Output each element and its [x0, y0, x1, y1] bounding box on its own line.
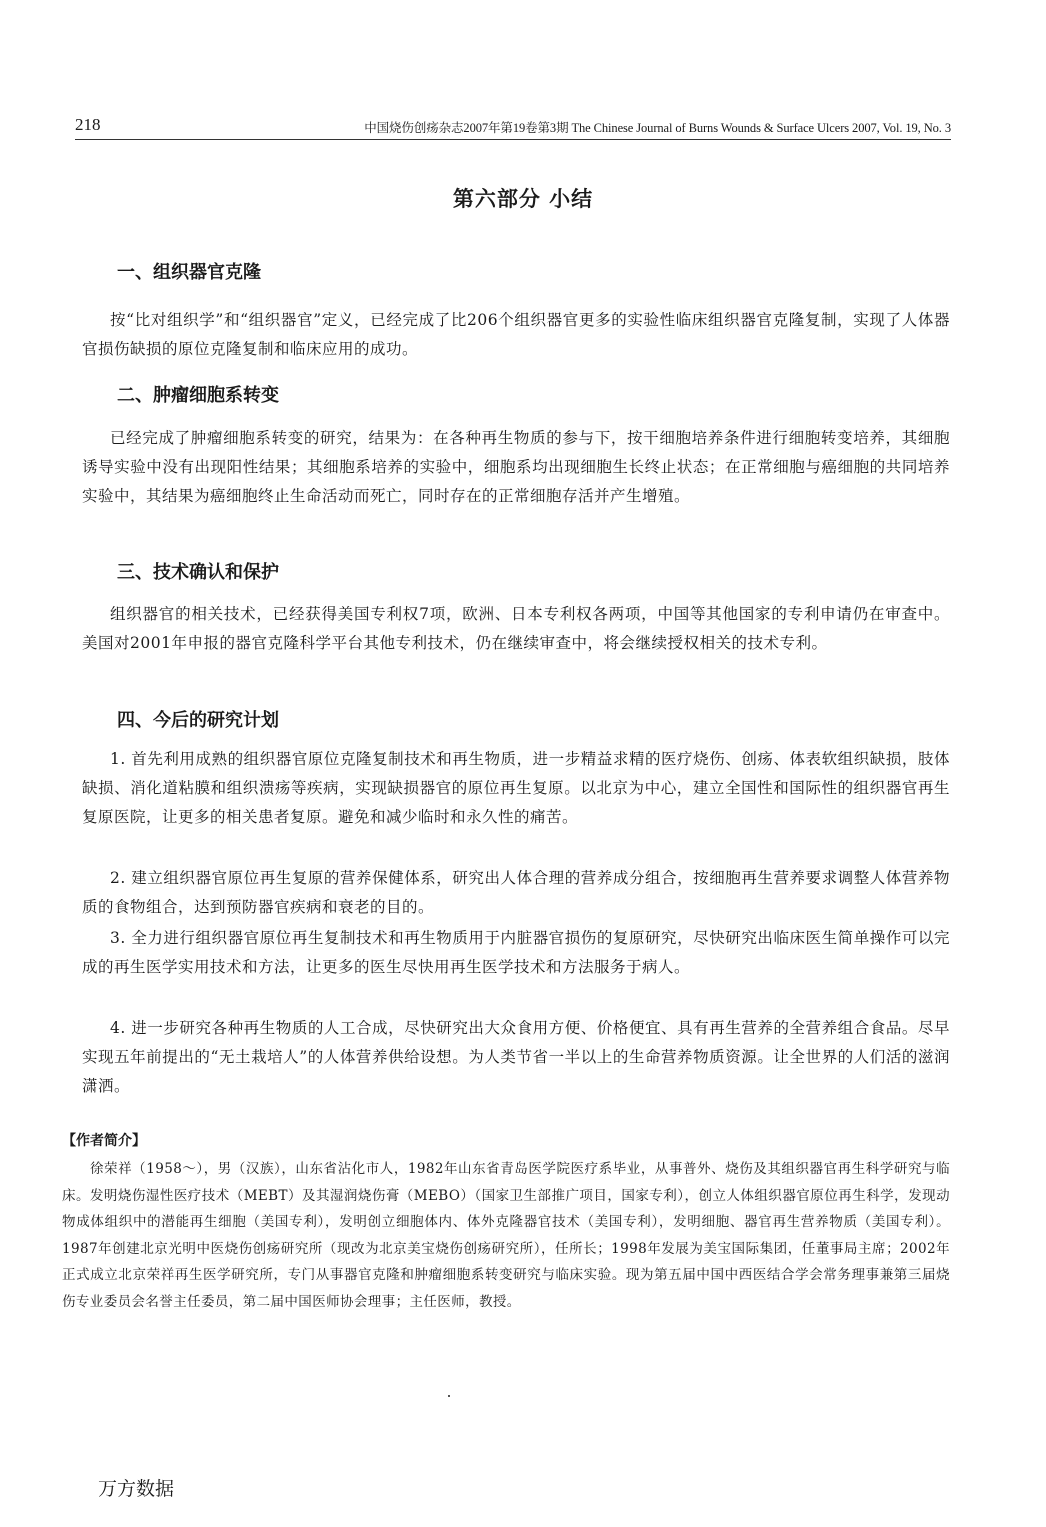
author-bio-heading: 【作者简介】: [62, 1133, 146, 1149]
plan-item-3: 3. 全力进行组织器官原位再生复制技术和再生物质用于内脏器官损伤的复原研究，尽快研究出临床医生简单操作可以完成的再生医学实用技术和方法，让更多的医生尽快用再生医学技术和方法服务于病人。: [82, 929, 950, 976]
section-heading-future-plan: 四、今后的研究计划: [117, 710, 279, 731]
section-heading-technology-protection: 三、技术确认和保护: [117, 562, 279, 583]
section-heading-tumor-cells: 二、肿瘤细胞系转变: [117, 385, 279, 406]
section-heading-organ-cloning: 一、组织器官克隆: [117, 262, 261, 283]
plan-item-4: 4. 进一步研究各种再生物质的人工合成，尽快研究出大众食用方便、价格便宜、具有再生营养的全营养组合食品。尽早实现五年前提出的“无土栽培人”的人体营养供给设想。为人类节省一半以上的生命营养物质资源。让全世界的人们活的滋润潇洒。: [82, 1019, 950, 1095]
scan-dot: [448, 1395, 450, 1397]
author-bio-text: 徐荣祥（1958～），男（汉族），山东省沾化市人，1982年山东省青岛医学院医疗系毕业，从事普外、烧伤及其组织器官再生科学研究与临床。发明烧伤湿性医疗技术（MEBT）及其湿润烧伤膏（MEBO）（国家卫生部推广项目，国家专利），创立人体组织器官原位再生科学，发现动物成体组织中的潜能再生细胞（美国专利），发明创立细胞体内、体外克隆器官技术（美国专利），发明细胞、器官再生营养物质（美国专利）。1987年创建北京光明中医烧伤创疡研究所（现改为北京美宝烧伤创疡研究所），任所长；1998年发展为美宝国际集团，任董事局主席；2002年正式成立北京荣祥再生医学研究所，专门从事器官克隆和肿瘤细胞系转变研究与临床实验。现为第五届中国中西医结合学会常务理事兼第三届烧伤专业委员会名誉主任委员，第二届中国医师协会理事；主任医师，教授。: [62, 1161, 950, 1310]
journal-citation: 中国烧伤创疡杂志2007年第19卷第3期 The Chinese Journal of Burns Wounds & Surface Ulcers 2007, Vol. 19, No. 3: [364, 121, 951, 135]
section-paragraph: 已经完成了肿瘤细胞系转变的研究，结果为：在各种再生物质的参与下，按干细胞培养条件进行细胞转变培养，其细胞诱导实验中没有出现阳性结果；其细胞系培养的实验中，细胞系均出现细胞生长终止状态；在正常细胞与癌细胞的共同培养实验中，其结果为癌细胞终止生命活动而死亡，同时存在的正常细胞存活并产生增殖。: [82, 429, 950, 505]
plan-item-2: 2. 建立组织器官原位再生复原的营养保健体系，研究出人体合理的营养成分组合，按细胞再生营养要求调整人体营养物质的食物组合，达到预防器官疾病和衰老的目的。: [82, 869, 950, 916]
part-title: 第六部分 小结: [452, 187, 594, 211]
section-paragraph: 按“比对组织学”和“组织器官”定义，已经完成了比206个组织器官更多的实验性临床组织器官克隆复制，实现了人体器官损伤缺损的原位克隆复制和临床应用的成功。: [82, 311, 950, 358]
page-number: 218: [75, 115, 101, 134]
section-paragraph: 组织器官的相关技术，已经获得美国专利权7项，欧洲、日本专利权各两项，中国等其他国家的专利申请仍在审查中。美国对2001年申报的器官克隆科学平台其他专利技术，仍在继续审查中，将会继续授权相关的技术专利。: [82, 605, 950, 652]
running-header: [75, 115, 951, 140]
source-watermark: 万方数据: [98, 1478, 175, 1500]
plan-item-1: 1. 首先利用成熟的组织器官原位克隆复制技术和再生物质，进一步精益求精的医疗烧伤、创疡、体表软组织缺损，肢体缺损、消化道粘膜和组织溃疡等疾病，实现缺损器官的原位再生复原。以北京为中心，建立全国性和国际性的组织器官再生复原医院，让更多的相关患者复原。避免和减少临时和永久性的痛苦。: [82, 750, 950, 826]
